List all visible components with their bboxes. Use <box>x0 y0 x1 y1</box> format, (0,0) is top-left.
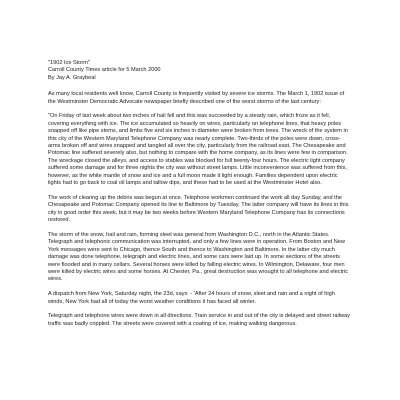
paragraph-regional: The storm of the snow, hail and rain, forming sleet was general from Washington D.C., north in the Atlantic States. Telegraph and telephonic communication was interrupted, and only a few lines were in operation. From Boston and New York messages were sent to Chicago, thence South and thence to Washington and Baltimore. In the latter city much damage was done telephone, telegraph and electric lines, and some cars were laid up. In some sections of the streets were flooded and in many cellars. Several horses were killed by falling electric wires. In Wilmington, Delaware, four men were killed by electric wires and some horses. At Chester, Pa., great destruction was wrought to all telephone and electric wires. <box>48 231 349 283</box>
article-source: Carroll County Times article for 5 March 2000 <box>48 67 161 74</box>
article-byline: By Jay A. Graybeal <box>48 74 96 81</box>
paragraph-quote-storm: "On Friday of last week about two inches of hail fell and this was succeeded by a steady rain, which froze as it fell, covering everything with ice. The ice accumulated so heavily on wires, particularly on telephone lines, that heavy poles snapped off like pipe stems, and limbs five and six inches in diameter were broken from trees. The wreck of the system in this city of the Western Maryland Telephone Company was nearly complete. Two-thirds of the poles were down, cross-arms broken off and wires snapped and tangled all over the city, particularly from the railroad east. The Chesapeake and Potomac line suffered severely also, but nothing to compare with the home company, as its lines were few in comparison. The wreckage closed the alleys, and access to stables was blocked for full twenty-four hours. The electric light company suffered some damage and for three nights the city was without street lamps. Little inconvenience was suffered from this, however, as the white mantle of snow and ice and a full moon made it light enough. Families dependent upon electric lights had to go back to coal oil lamps and tallow dips, and these had to be used at the Westminster Hotel also. <box>48 113 348 187</box>
paragraph-intro: As many local residents well know, Carroll County is frequently visited by severe ice storms. The March 1, 1902 issue of the Westminster Democratic Advocate newspaper briefly described one of the worst storms of the last century: <box>48 91 345 105</box>
article-header <box>48 60 352 82</box>
paragraph-new-york-dispatch: A dispatch from New York, Saturday night, the 23d, says: - 'After 24 hours of snow, sleet and rain and a night of high winds, New York had all of today the worst weather conditions it has faced all winter. <box>48 291 335 305</box>
paragraph-cleanup: The work of clearing up the debris was begun at once. Telephone workmen continued the work all day Sunday, and the Chesapeake and Potomac Company opened its line to Baltimore by Tuesday. The latter company will have its lines in this city in good order this week, but it may be two weeks before Western Maryland Telephone Company has its connections restored. <box>48 194 349 224</box>
paragraph-wires-down: Telegraph and telephone wires were down in all directions. Train service in and out of the city is delayed and street railway traffic was badly crippled. The streets were covered with a coating of ice, making walking dangerous. <box>48 313 350 327</box>
article-title: "1902 Ice Storm" <box>48 60 90 66</box>
